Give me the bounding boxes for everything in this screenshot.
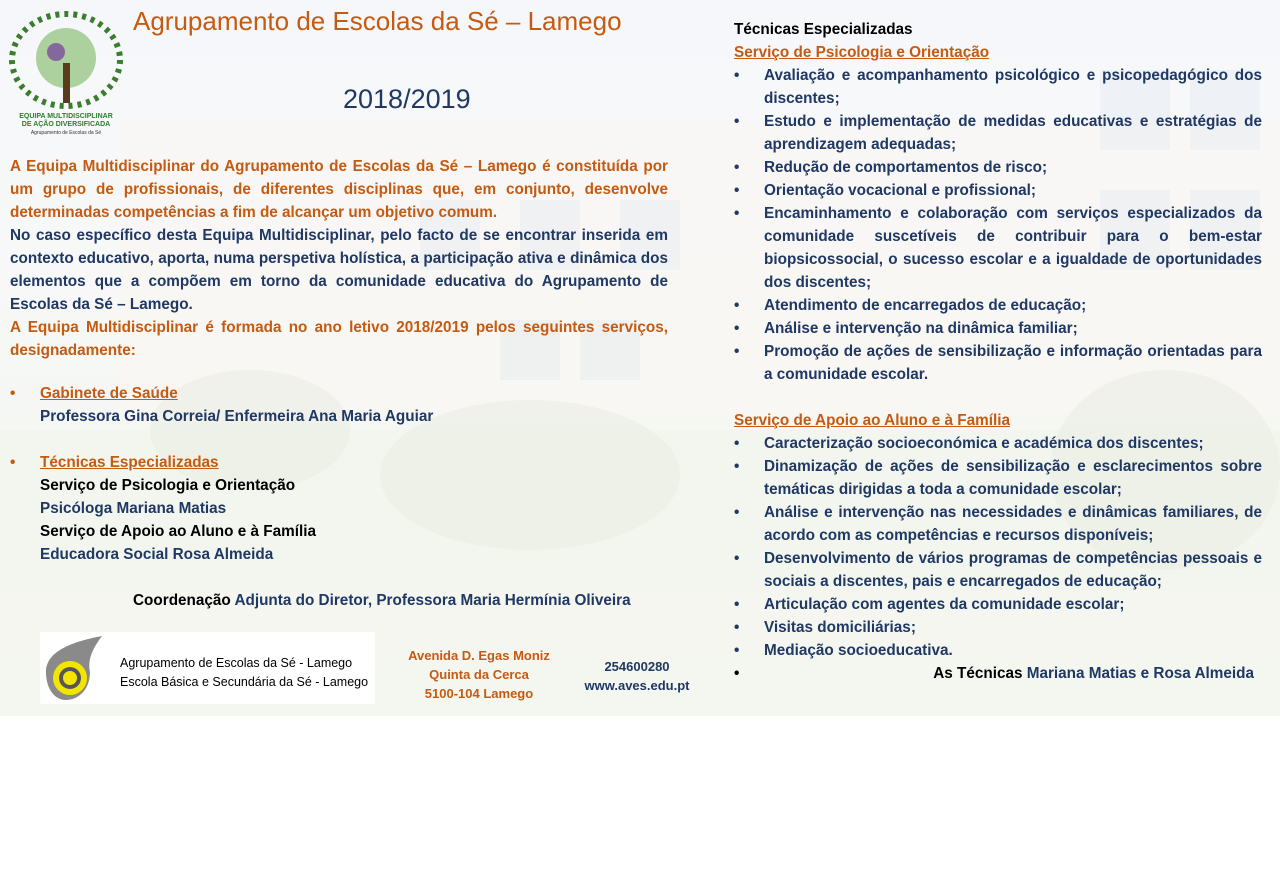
- spo-item: [734, 156, 1262, 179]
- page-title: Agrupamento de Escolas da Sé – Lamego: [133, 6, 622, 36]
- saaf-item-text: Articulação com agentes da comunidade escolar;: [764, 596, 1125, 613]
- intro-paragraph-3: A Equipa Multidisciplinar é formada no ano letivo 2018/2019 pelos seguintes serviços, designadamente:: [10, 319, 668, 359]
- spo-item-text: Atendimento de encarregados de educação;: [764, 297, 1087, 314]
- signature-label: As Técnicas: [933, 665, 1023, 682]
- tech-title: Técnicas Especializadas: [40, 454, 219, 471]
- bullet: •: [734, 297, 740, 314]
- spo-item-text: Encaminhamento e colaboração com serviços especializados da comunidade suscetíveis de contribuir para o bem-estar biopsicossocial, o sucesso escolar e a igualdade de oportunidades dos discentes;: [764, 205, 1262, 291]
- saaf-item: [734, 432, 1262, 455]
- intro-paragraph-1: A Equipa Multidisciplinar do Agrupamento de Escolas da Sé – Lamego é constituída por um grupo de profissionais, de diferentes disciplinas que, em conjunto, desenvolve determinadas competências a fim de alcançar um objetivo comum.: [10, 158, 668, 221]
- right-column: [734, 18, 1262, 685]
- health-staff: Professora Gina Correia/ Enfermeira Ana Maria Aguiar: [40, 408, 434, 425]
- bullet: •: [734, 642, 740, 659]
- bullet: •: [734, 182, 740, 199]
- spo-item: [734, 110, 1262, 156]
- bullet: •: [734, 67, 740, 84]
- saaf-item: [734, 593, 1262, 616]
- bullet: •: [734, 343, 740, 360]
- spo-list: [734, 64, 1262, 386]
- bullet: •: [734, 159, 740, 176]
- school-name-line-1: Agrupamento de Escolas da Sé - Lamego: [120, 656, 353, 670]
- saaf-item-text: Visitas domiciliárias;: [764, 619, 916, 636]
- spo-title: Serviço de Psicologia e Orientação: [734, 44, 990, 61]
- spo-item: [734, 202, 1262, 294]
- saaf-item: [734, 616, 1262, 639]
- spo-item: [734, 340, 1262, 386]
- saaf-item-text: Caracterização socioeconómica e académica dos discentes;: [764, 435, 1204, 452]
- svg-text:EQUIPA MULTIDISCIPLINAR: EQUIPA MULTIDISCIPLINAR: [19, 113, 113, 120]
- saaf-title: Serviço de Apoio ao Aluno e à Família: [734, 412, 1010, 429]
- spo-label: Serviço de Psicologia e Orientação: [40, 477, 296, 494]
- saaf-item-text: Mediação socioeducativa.: [764, 642, 953, 659]
- bullet: •: [734, 619, 740, 636]
- saaf-staff: Educadora Social Rosa Almeida: [40, 546, 274, 563]
- spo-item-text: Avaliação e acompanhamento psicológico e psicopedagógico dos discentes;: [764, 67, 1262, 107]
- saaf-item: [734, 547, 1262, 593]
- bullet: •: [734, 435, 740, 452]
- spo-item: [734, 179, 1262, 202]
- service-health: [10, 382, 670, 405]
- signature-names: Mariana Matias e Rosa Almeida: [1026, 665, 1254, 682]
- school-logo: [40, 632, 375, 704]
- saaf-item-text: Análise e intervenção nas necessidades e dinâmicas familiares, de acordo com as competências e recursos disponíveis;: [764, 504, 1262, 544]
- school-year: 2018/2019: [343, 84, 471, 114]
- bullet: •: [10, 454, 16, 471]
- spo-staff: Psicóloga Mariana Matias: [40, 500, 227, 517]
- signature: [734, 662, 1262, 685]
- team-logo: [8, 8, 126, 140]
- spo-item-text: Orientação vocacional e profissional;: [764, 182, 1037, 199]
- bullet: •: [734, 320, 740, 337]
- right-heading: Técnicas Especializadas: [734, 21, 913, 38]
- svg-text:DE AÇÃO DIVERSIFICADA: DE AÇÃO DIVERSIFICADA: [21, 121, 111, 128]
- address-line-2: Quinta da Cerca: [429, 667, 529, 682]
- school-name-line-2: Escola Básica e Secundária da Sé - Lamego: [120, 675, 369, 689]
- bullet: •: [734, 458, 740, 475]
- bullet: •: [734, 113, 740, 130]
- spo-item-text: Promoção de ações de sensibilização e informação orientadas para a comunidade escolar.: [764, 343, 1262, 383]
- website-link[interactable]: www.aves.edu.pt: [584, 678, 690, 693]
- intro-text: [10, 155, 668, 362]
- coordination: [10, 589, 670, 612]
- saaf-item: [734, 639, 1262, 662]
- saaf-list: [734, 432, 1262, 662]
- bullet: •: [734, 665, 740, 682]
- saaf-item-text: Desenvolvimento de vários programas de competências pessoais e sociais a discentes, pais e encarregados de educação;: [764, 550, 1262, 590]
- saaf-item: [734, 501, 1262, 547]
- coordination-label: Coordenação: [133, 592, 231, 609]
- spo-item-text: Estudo e implementação de medidas educativas e estratégias de aprendizagem adequadas;: [764, 113, 1262, 153]
- services-list: [10, 382, 670, 612]
- phone: 254600280: [604, 659, 670, 674]
- svg-text:Agrupamento de Escolas da Sé: Agrupamento de Escolas da Sé: [30, 130, 102, 136]
- spo-item: [734, 294, 1262, 317]
- health-title: Gabinete de Saúde: [40, 385, 178, 402]
- spo-item-text: Redução de comportamentos de risco;: [764, 159, 1048, 176]
- bullet: •: [734, 550, 740, 567]
- contacts: [572, 657, 702, 695]
- address-line-1: Avenida D. Egas Moniz: [408, 648, 550, 663]
- bullet: •: [10, 385, 16, 402]
- address-line-3: 5100-104 Lamego: [424, 686, 534, 701]
- spo-item-text: Análise e intervenção na dinâmica familiar;: [764, 320, 1078, 337]
- coordination-value: Adjunta do Diretor, Professora Maria Hermínia Oliveira: [234, 592, 631, 609]
- bullet: •: [734, 596, 740, 613]
- bullet: •: [734, 504, 740, 521]
- intro-paragraph-2: No caso específico desta Equipa Multidisciplinar, pelo facto de se encontrar inserida em contexto educativo, aporta, numa perspetiva holística, a participação ativa e dinâmica dos elementos que a compõem em torno da comunidade educativa do Agrupamento de Escolas da Sé – Lamego.: [10, 227, 668, 313]
- spo-item: [734, 317, 1262, 340]
- saaf-label: Serviço de Apoio ao Aluno e à Família: [40, 523, 316, 540]
- service-technical: [10, 451, 670, 474]
- saaf-item: [734, 455, 1262, 501]
- saaf-item-text: Dinamização de ações de sensibilização e esclarecimentos sobre temáticas dirigidas a toda a comunidade escolar;: [764, 458, 1262, 498]
- bullet: •: [734, 205, 740, 222]
- address: [398, 646, 560, 703]
- spo-item: [734, 64, 1262, 110]
